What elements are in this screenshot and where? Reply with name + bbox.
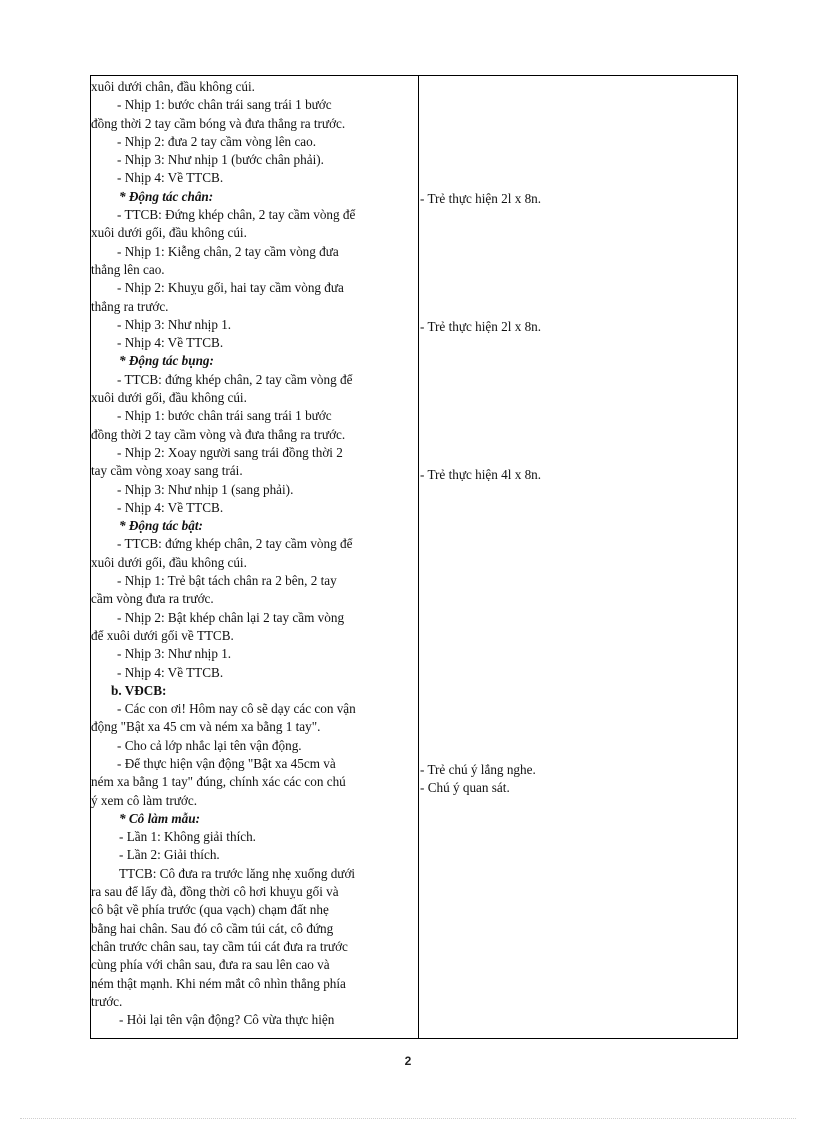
section-heading: * Cô làm mẫu: [119,810,200,826]
text-line: bằng hai chân. Sau đó cô cầm túi cát, cô đứng [91,920,334,936]
child-activity-note: - Chú ý quan sát. [420,780,510,795]
text-line: - Nhịp 1: Kiễng chân, 2 tay cầm vòng đưa [117,243,339,259]
text-line: - Nhịp 1: bước chân trái sang trái 1 bước [117,408,332,424]
text-line: chân trước chân sau, tay cầm túi cát đưa ra trước [91,938,348,954]
text-line: TTCB: Cô đưa ra trước lăng nhẹ xuống dưới [119,865,356,881]
text-line: - Cho cả lớp nhắc lại tên vận động. [117,737,302,753]
text-line: xuôi dưới gối, đầu không cúi. [91,390,247,406]
section-heading: * Động tác bật: [119,518,203,534]
section-heading: * Động tác chân: [119,188,214,204]
child-activity-note: - Trẻ thực hiện 2l x 8n. [420,191,542,206]
text-line: - Để thực hiện vận động "Bật xa 45cm và [117,755,336,771]
text-line: - Nhịp 3: Như nhịp 1 (bước chân phải). [117,152,324,168]
text-line: trước. [91,993,123,1009]
section-heading: * Động tác bụng: [119,353,214,369]
text-line: đồng thời 2 tay cầm vòng và đưa thẳng ra trước. [91,426,346,442]
column-divider [418,76,419,1038]
text-line: đồng thời 2 tay cầm bóng và đưa thẳng ra trước. [91,115,346,131]
text-line: - Hỏi lại tên vận động? Cô vừa thực hiện [119,1012,335,1028]
child-activity-note: - Trẻ chú ý lắng nghe. [420,762,536,777]
text-line: ra sau để lấy đà, đồng thời cô hơi khuỵu gối và [91,884,339,900]
text-line: xuôi dưới gối, đầu không cúi. [91,225,247,241]
text-line: ném thật mạnh. Khi ném mắt cô nhìn thẳng phía [91,975,346,991]
text-line: thẳng lên cao. [91,261,165,277]
text-line: - Nhịp 4: Về TTCB. [117,664,224,680]
text-line: - Nhịp 2: Xoay người sang trái đồng thời 2 [117,444,343,460]
text-line: - Nhịp 4: Về TTCB. [117,170,224,186]
text-line: - Nhịp 1: bước chân trái sang trái 1 bước [117,97,332,113]
text-line: ném xa bằng 1 tay" đúng, chính xác các con chú [91,774,346,790]
text-line: cầm vòng đưa ra trước. [91,591,214,607]
text-line: - Nhịp 3: Như nhịp 1. [117,646,232,662]
text-line: để xuôi dưới gối về TTCB. [91,627,234,643]
text-line: - Lần 1: Không giải thích. [119,829,256,845]
text-line: - Nhịp 1: Trẻ bật tách chân ra 2 bên, 2 tay [117,573,337,589]
text-line: - Lần 2: Giải thích. [119,847,220,863]
child-activity-note: - Trẻ thực hiện 4l x 8n. [420,467,542,482]
teacher-activities-column [91,78,416,1029]
text-line: - Nhịp 2: Bật khép chân lại 2 tay cầm vòng [117,609,345,625]
text-line: - TTCB: Đứng khép chân, 2 tay cầm vòng để [117,207,356,223]
text-line: tay cầm vòng xoay sang trái. [91,463,243,479]
text-line: xuôi dưới gối, đầu không cúi. [91,554,247,570]
content-table [90,75,738,1039]
text-line: - Nhịp 3: Như nhịp 1. [117,316,232,332]
text-line: ý xem cô làm trước. [91,792,198,808]
text-line: xuôi dưới chân, đầu không cúi. [91,79,255,94]
text-line: - Nhịp 2: đưa 2 tay cầm vòng lên cao. [117,133,317,149]
text-line: động "Bật xa 45 cm và ném xa bằng 1 tay". [91,719,321,735]
page-bottom-divider [20,1118,796,1119]
text-line: cùng phía với chân sau, đưa ra sau lên cao và [91,957,330,973]
text-line: - TTCB: đứng khép chân, 2 tay cầm vòng để [117,371,353,387]
child-activity-note: - Trẻ thực hiện 2l x 8n. [420,319,542,334]
text-line: - Nhịp 2: Khuỵu gối, hai tay cầm vòng đưa [117,280,344,296]
section-heading: b. VĐCB: [111,682,167,698]
text-line: cô bật về phía trước (qua vạch) chạm đất nhẹ [91,902,329,918]
text-line: thẳng ra trước. [91,298,169,314]
text-line: - Nhịp 4: Về TTCB. [117,499,224,515]
page-number: 2 [404,1054,412,1068]
text-line: - Nhịp 3: Như nhịp 1 (sang phải). [117,481,294,497]
text-line: - Các con ơi! Hôm nay cô sẽ dạy các con vận [117,701,356,717]
text-line: - Nhịp 4: Về TTCB. [117,335,224,351]
text-line: - TTCB: đứng khép chân, 2 tay cầm vòng để [117,536,353,552]
